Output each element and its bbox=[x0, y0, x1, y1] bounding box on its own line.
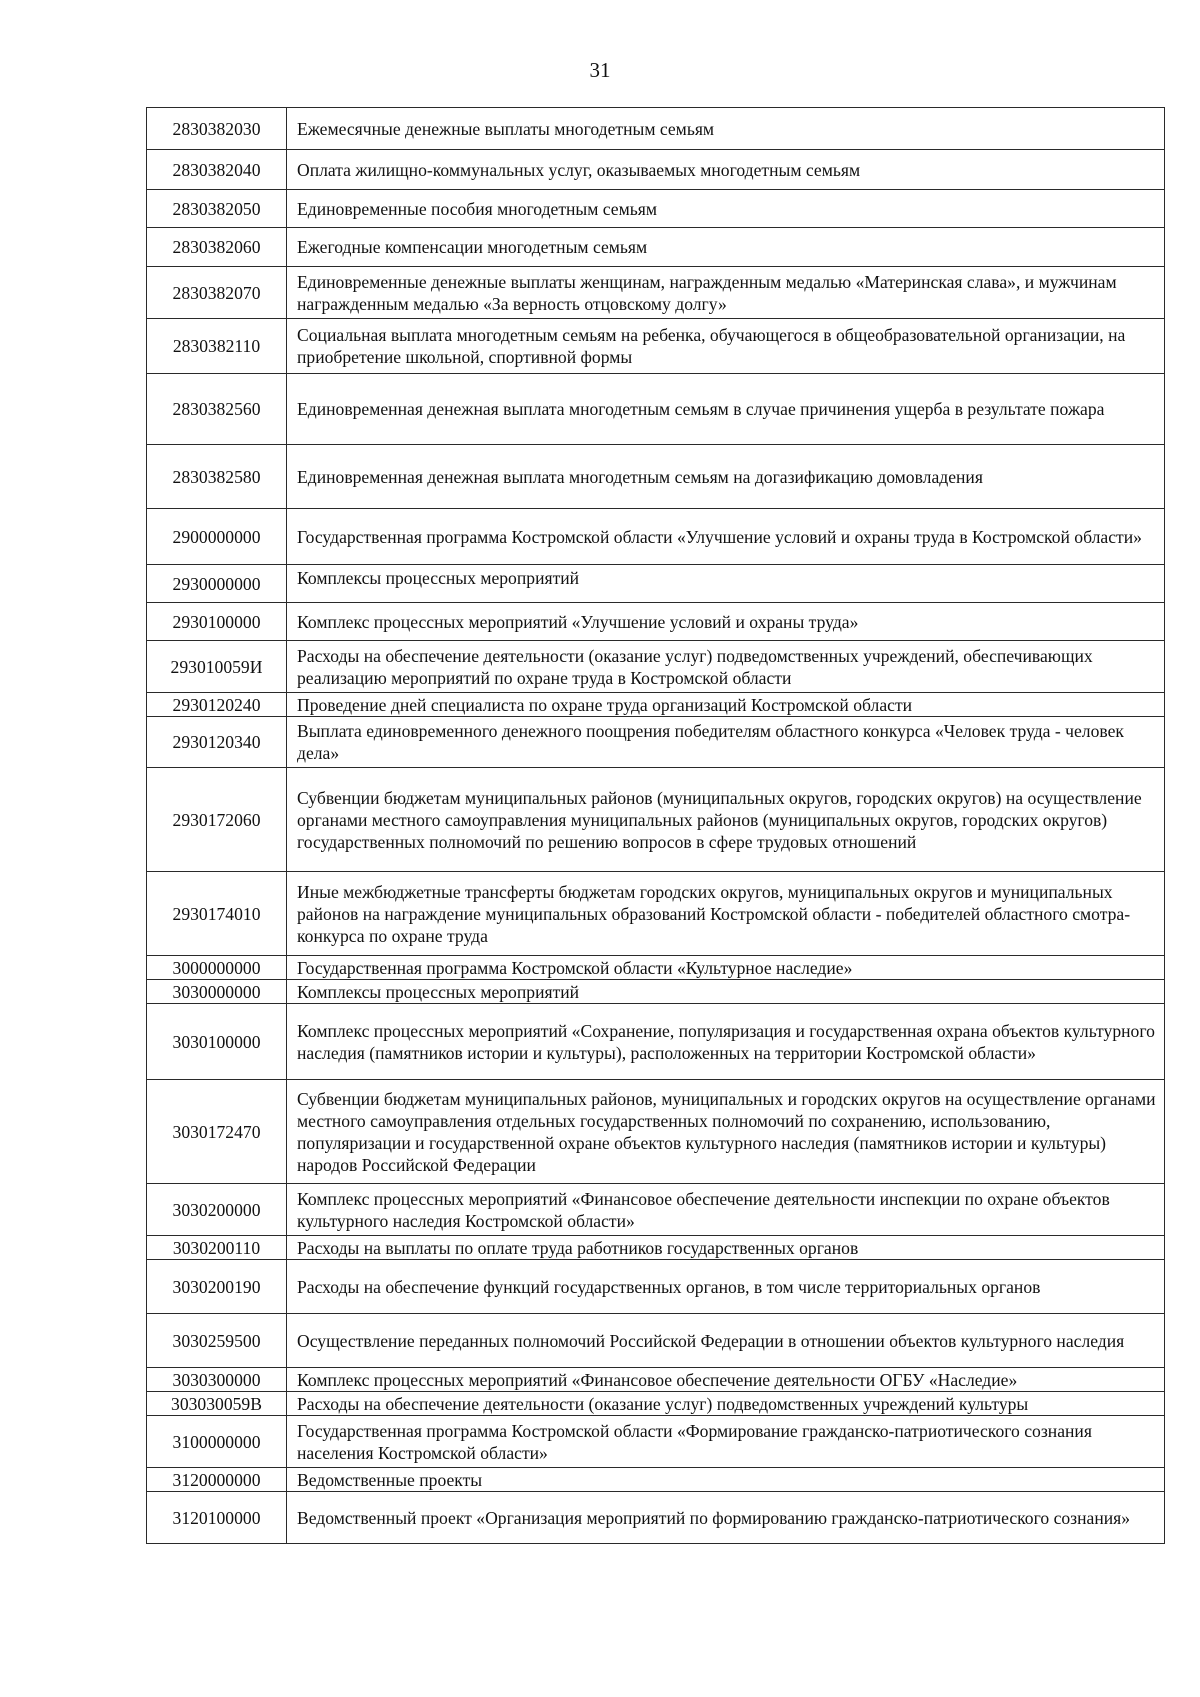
table-row bbox=[147, 1184, 1165, 1236]
row-description: Государственная программа Костромской области «Улучшение условий и охраны труда в Костромской области» bbox=[287, 509, 1165, 565]
row-description: Иные межбюджетные трансферты бюджетам городских округов, муниципальных округов и муниципальных районов на награждение муниципальных образований Костромской области - победителей областного смотра-конкурса по охране труда bbox=[287, 872, 1165, 956]
table-row bbox=[147, 267, 1165, 319]
row-code: 3120000000 bbox=[147, 1468, 287, 1492]
row-description: Расходы на обеспечение деятельности (оказание услуг) подведомственных учреждений, обеспечивающих реализацию мероприятий по охране труда в Костромской области bbox=[287, 641, 1165, 693]
row-code: 2930174010 bbox=[147, 872, 287, 956]
row-description: Ежегодные компенсации многодетным семьям bbox=[287, 228, 1165, 267]
row-description: Ведомственный проект «Организация мероприятий по формированию гражданско-патриотического сознания» bbox=[287, 1492, 1165, 1544]
row-code: 3030200110 bbox=[147, 1236, 287, 1260]
row-code: 2830382040 bbox=[147, 150, 287, 190]
row-code: 293010059И bbox=[147, 641, 287, 693]
table-row bbox=[147, 717, 1165, 768]
row-code: 2930120340 bbox=[147, 717, 287, 768]
row-code: 2830382110 bbox=[147, 319, 287, 374]
row-description: Ведомственные проекты bbox=[287, 1468, 1165, 1492]
table-row bbox=[147, 603, 1165, 641]
table-row bbox=[147, 1236, 1165, 1260]
table-row bbox=[147, 1416, 1165, 1468]
table-row bbox=[147, 1260, 1165, 1314]
table-row bbox=[147, 1314, 1165, 1368]
table-row bbox=[147, 319, 1165, 374]
row-description: Комплекс процессных мероприятий «Улучшение условий и охраны труда» bbox=[287, 603, 1165, 641]
row-code: 2930172060 bbox=[147, 768, 287, 872]
row-description: Единовременная денежная выплата многодетным семьям на догазификацию домовладения bbox=[287, 445, 1165, 509]
row-description: Социальная выплата многодетным семьям на ребенка, обучающегося в общеобразовательной организации, на приобретение школьной, спортивной формы bbox=[287, 319, 1165, 374]
row-description: Выплата единовременного денежного поощрения победителям областного конкурса «Человек труда - человек дела» bbox=[287, 717, 1165, 768]
row-description: Субвенции бюджетам муниципальных районов, муниципальных и городских округов на осуществление органами местного самоуправления отдельных государственных полномочий по сохранению, использованию, популяризации и государственной охране объектов культурного наследия (памятников истории и культуры) народов Российской Федерации bbox=[287, 1080, 1165, 1184]
table-row bbox=[147, 980, 1165, 1004]
row-code: 3030000000 bbox=[147, 980, 287, 1004]
row-description: Государственная программа Костромской области «Культурное наследие» bbox=[287, 956, 1165, 980]
row-code: 2930000000 bbox=[147, 565, 287, 603]
table-row bbox=[147, 1004, 1165, 1080]
row-description: Государственная программа Костромской области «Формирование гражданско-патриотического сознания населения Костромской области» bbox=[287, 1416, 1165, 1468]
table-row bbox=[147, 190, 1165, 228]
row-code: 2830382060 bbox=[147, 228, 287, 267]
row-description: Комплекс процессных мероприятий «Финансовое обеспечение деятельности ОГБУ «Наследие» bbox=[287, 1368, 1165, 1392]
table-row bbox=[147, 509, 1165, 565]
row-description: Осуществление переданных полномочий Российской Федерации в отношении объектов культурного наследия bbox=[287, 1314, 1165, 1368]
row-description: Субвенции бюджетам муниципальных районов (муниципальных округов, городских округов) на осуществление органами местного самоуправления муниципальных районов (муниципальных округов, городских округов) государственных полномочий по решению вопросов в сфере трудовых отношений bbox=[287, 768, 1165, 872]
table-row bbox=[147, 1468, 1165, 1492]
row-description: Оплата жилищно-коммунальных услуг, оказываемых многодетным семьям bbox=[287, 150, 1165, 190]
row-description: Единовременная денежная выплата многодетным семьям в случае причинения ущерба в результате пожара bbox=[287, 374, 1165, 445]
row-code: 3030100000 bbox=[147, 1004, 287, 1080]
row-code: 3030200190 bbox=[147, 1260, 287, 1314]
row-code: 3000000000 bbox=[147, 956, 287, 980]
row-code: 2830382580 bbox=[147, 445, 287, 509]
table-row bbox=[147, 1392, 1165, 1416]
table-row bbox=[147, 1492, 1165, 1544]
row-code: 3100000000 bbox=[147, 1416, 287, 1468]
row-code: 2830382050 bbox=[147, 190, 287, 228]
table-row bbox=[147, 641, 1165, 693]
row-description: Комплексы процессных мероприятий bbox=[287, 565, 1165, 603]
row-code: 2930100000 bbox=[147, 603, 287, 641]
row-description: Расходы на выплаты по оплате труда работников государственных органов bbox=[287, 1236, 1165, 1260]
table-row bbox=[147, 693, 1165, 717]
row-code: 3030300000 bbox=[147, 1368, 287, 1392]
table-row bbox=[147, 108, 1165, 150]
row-code: 3030172470 bbox=[147, 1080, 287, 1184]
row-description: Проведение дней специалиста по охране труда организаций Костромской области bbox=[287, 693, 1165, 717]
table-row bbox=[147, 228, 1165, 267]
row-description: Комплекс процессных мероприятий «Сохранение, популяризация и государственная охрана объектов культурного наследия (памятников истории и культуры), расположенных на территории Костромской области» bbox=[287, 1004, 1165, 1080]
row-description: Комплекс процессных мероприятий «Финансовое обеспечение деятельности инспекции по охране объектов культурного наследия Костромской области» bbox=[287, 1184, 1165, 1236]
row-code: 2830382070 bbox=[147, 267, 287, 319]
row-code: 2900000000 bbox=[147, 509, 287, 565]
row-description: Расходы на обеспечение деятельности (оказание услуг) подведомственных учреждений культуры bbox=[287, 1392, 1165, 1416]
row-description: Единовременные денежные выплаты женщинам, награжденным медалью «Материнская слава», и мужчинам награжденным медалью «За верность отцовскому долгу» bbox=[287, 267, 1165, 319]
row-code: 2830382030 bbox=[147, 108, 287, 150]
row-description: Ежемесячные денежные выплаты многодетным семьям bbox=[287, 108, 1165, 150]
row-description: Комплексы процессных мероприятий bbox=[287, 980, 1165, 1004]
row-code: 3030200000 bbox=[147, 1184, 287, 1236]
table-row bbox=[147, 872, 1165, 956]
row-code: 2930120240 bbox=[147, 693, 287, 717]
table-row bbox=[147, 956, 1165, 980]
table-row bbox=[147, 1368, 1165, 1392]
page-number: 31 bbox=[589, 58, 611, 82]
budget-code-table bbox=[146, 107, 1165, 1544]
row-code: 2830382560 bbox=[147, 374, 287, 445]
table-row bbox=[147, 1080, 1165, 1184]
table-row bbox=[147, 768, 1165, 872]
row-description: Единовременные пособия многодетным семьям bbox=[287, 190, 1165, 228]
table-row bbox=[147, 445, 1165, 509]
row-code: 3030259500 bbox=[147, 1314, 287, 1368]
table-row bbox=[147, 374, 1165, 445]
table-row bbox=[147, 150, 1165, 190]
row-code: 303030059В bbox=[147, 1392, 287, 1416]
table-row bbox=[147, 565, 1165, 603]
row-code: 3120100000 bbox=[147, 1492, 287, 1544]
row-description: Расходы на обеспечение функций государственных органов, в том числе территориальных органов bbox=[287, 1260, 1165, 1314]
